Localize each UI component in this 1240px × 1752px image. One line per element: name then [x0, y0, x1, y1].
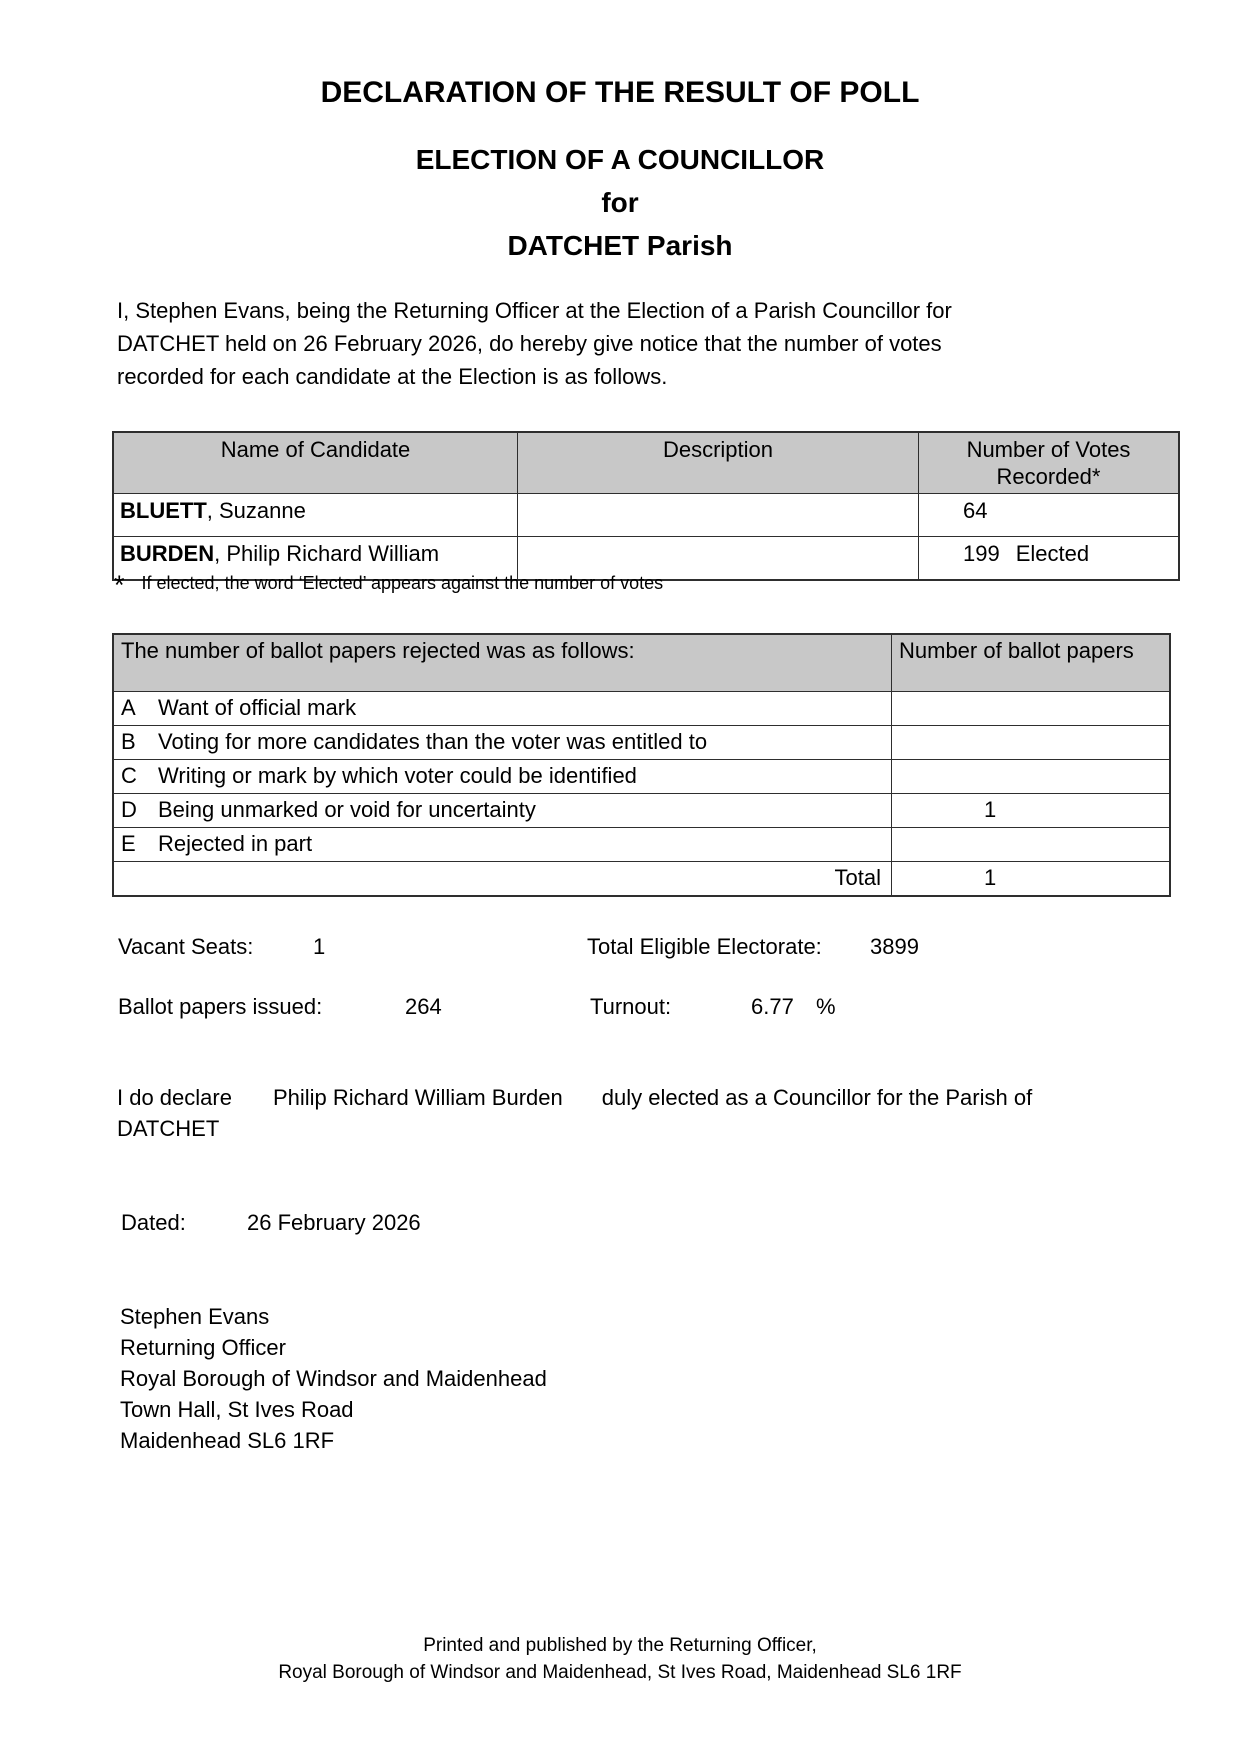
intro-line: I, Stephen Evans, being the Returning Officer at the Election of a Parish Councillor for — [117, 298, 952, 323]
turnout-value: 6.77 — [751, 994, 794, 1019]
reason-code: C — [121, 763, 137, 788]
subtitle-line-parish: DATCHET Parish — [507, 230, 733, 261]
rejected-reason-cell — [113, 828, 892, 862]
reason-label: Writing or mark by which voter could be identified — [158, 763, 637, 788]
rejected-ballots-table — [112, 633, 1171, 897]
signature-block — [120, 1301, 547, 1456]
reason-code: E — [121, 831, 136, 856]
signatory-address-1: Town Hall, St Ives Road — [120, 1397, 354, 1422]
election-subtitle — [0, 138, 1240, 267]
rejected-header-row — [113, 634, 1170, 692]
intro-paragraph — [117, 294, 1129, 393]
rejected-reason-cell — [113, 794, 892, 828]
rejected-row — [113, 828, 1170, 862]
intro-line: DATCHET held on 26 February 2026, do hereby give notice that the number of votes — [117, 331, 942, 356]
declaration-parish: DATCHET — [117, 1116, 220, 1141]
dated-line — [121, 1210, 421, 1236]
elected-flag: Elected — [1015, 541, 1090, 566]
candidate-description-cell — [518, 494, 919, 537]
subtitle-line-election: ELECTION OF A COUNCILLOR — [415, 144, 825, 175]
candidate-name-cell — [113, 494, 518, 537]
page-footer — [0, 1632, 1240, 1686]
subtitle-line-for: for — [601, 187, 639, 218]
votes-number: 199 — [963, 541, 1000, 566]
elected-footnote — [114, 570, 664, 600]
dated-value: 26 February 2026 — [247, 1210, 421, 1235]
candidate-row — [113, 494, 1179, 537]
header-rejected-title: The number of ballot papers rejected was as follows: — [113, 634, 892, 692]
intro-line: recorded for each candidate at the Election is as follows. — [117, 364, 668, 389]
turnout-percent-sign: % — [816, 994, 836, 1019]
header-votes-recorded: Number of Votes Recorded* — [919, 432, 1180, 494]
ballot-papers-issued-label: Ballot papers issued: — [118, 994, 323, 1019]
reason-label: Being unmarked or void for uncertainty — [158, 797, 536, 822]
total-value-cell: 1 — [892, 862, 1171, 897]
rejected-count-cell — [892, 828, 1171, 862]
declaration-paragraph — [117, 1082, 1129, 1144]
candidate-votes-cell — [919, 494, 1180, 537]
rejected-row — [113, 760, 1170, 794]
header-description: Description — [518, 432, 919, 494]
rejected-row — [113, 726, 1170, 760]
electorate-label: Total Eligible Electorate: — [587, 934, 822, 959]
rejected-row — [113, 692, 1170, 726]
stats-row-1 — [0, 934, 1240, 964]
total-label-cell: Total — [113, 862, 892, 897]
reason-code: D — [121, 797, 137, 822]
signatory-name: Stephen Evans — [120, 1304, 270, 1329]
electorate-value: 3899 — [870, 934, 919, 959]
rejected-count-cell — [892, 692, 1171, 726]
rejected-reason-cell — [113, 760, 892, 794]
declaration-suffix: duly elected as a Councillor for the Parish of — [601, 1085, 1033, 1110]
dated-label: Dated: — [121, 1210, 186, 1235]
vacant-seats-value: 1 — [313, 934, 326, 959]
footnote-text: If elected, the word ‘Elected’ appears against the number of votes — [141, 573, 664, 593]
rejected-total-row — [113, 862, 1170, 897]
candidate-surname: BLUETT — [120, 498, 207, 523]
elected-candidate-name: Philip Richard William Burden — [272, 1085, 563, 1110]
rejected-reason-cell — [113, 726, 892, 760]
header-name-of-candidate: Name of Candidate — [113, 432, 518, 494]
declaration-line-1 — [117, 1082, 1129, 1113]
signatory-authority: Royal Borough of Windsor and Maidenhead — [120, 1366, 547, 1391]
reason-label: Want of official mark — [158, 695, 357, 720]
rejected-count-cell — [892, 760, 1171, 794]
declaration-prefix: I do declare — [117, 1085, 232, 1110]
ballot-papers-issued-value: 264 — [405, 994, 442, 1019]
footer-line-2: Royal Borough of Windsor and Maidenhead, St Ives Road, Maidenhead SL6 1RF — [278, 1662, 962, 1683]
footer-line-1: Printed and published by the Returning Officer, — [423, 1635, 817, 1656]
candidate-forenames: , Suzanne — [206, 498, 306, 523]
reason-label: Voting for more candidates than the voter was entitled to — [158, 729, 708, 754]
candidate-surname: BURDEN — [120, 541, 215, 566]
signatory-address-2: Maidenhead SL6 1RF — [120, 1428, 335, 1453]
asterisk-marker: * — [114, 570, 125, 600]
header-number-of-ballot-papers: Number of ballot papers — [892, 634, 1171, 692]
reason-code: A — [121, 695, 136, 720]
rejected-count-cell: 1 — [892, 794, 1171, 828]
page-title: DECLARATION OF THE RESULT OF POLL — [320, 76, 920, 109]
vacant-seats-label: Vacant Seats: — [118, 934, 254, 959]
candidates-header-row — [113, 432, 1179, 494]
rejected-reason-cell — [113, 692, 892, 726]
rejected-count-cell — [892, 726, 1171, 760]
candidates-table — [112, 431, 1180, 581]
votes-number: 64 — [963, 498, 988, 523]
turnout-label: Turnout: — [590, 994, 672, 1019]
reason-code: B — [121, 729, 136, 754]
signatory-role: Returning Officer — [120, 1335, 286, 1360]
candidate-votes-cell — [919, 537, 1180, 581]
reason-label: Rejected in part — [158, 831, 313, 856]
candidate-forenames: , Philip Richard William — [214, 541, 440, 566]
rejected-row — [113, 794, 1170, 828]
stats-row-2 — [0, 994, 1240, 1024]
